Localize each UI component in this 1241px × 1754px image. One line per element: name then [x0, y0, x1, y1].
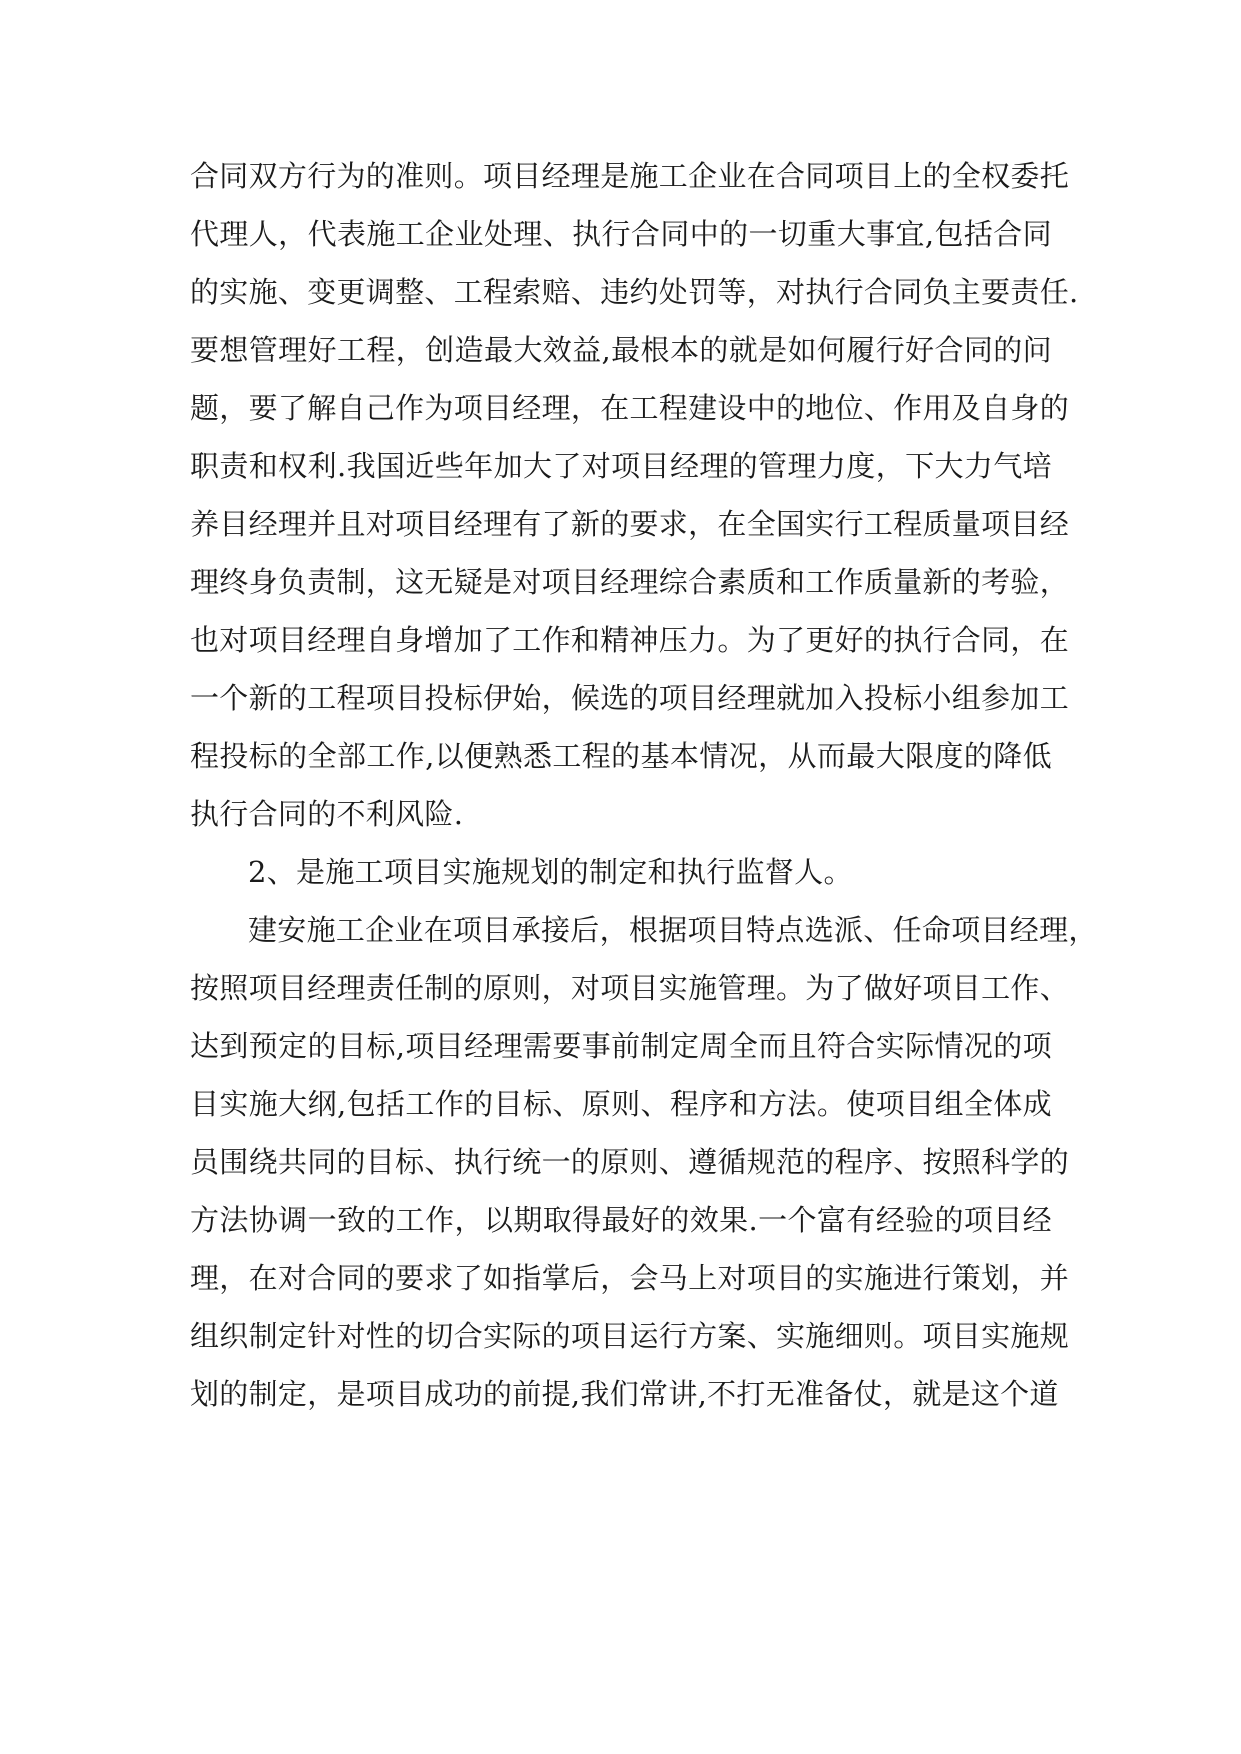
text-line-16: 达到预定的目标,项目经理需要事前制定周全而且符合实际情况的项: [190, 1029, 1052, 1063]
section-heading: 2、是施工项目实施规划的制定和执行监督人。: [248, 855, 853, 889]
text-line-6: 职责和权利.我国近些年加大了对项目经理的管理力度，下大力气培: [190, 449, 1052, 483]
text-line-10: 一个新的工程项目投标伊始，候选的项目经理就加入投标小组参加工: [190, 681, 1070, 715]
text-line-2: 代理人，代表施工企业处理、执行合同中的一切重大事宜,包括合同: [190, 217, 1052, 251]
text-line-18: 员围绕共同的目标、执行统一的原则、遵循规范的程序、按照科学的: [190, 1145, 1070, 1179]
text-line-14: 建安施工企业在项目承接后，根据项目特点选派、任命项目经理，: [248, 913, 1098, 947]
text-line-22: 划的制定，是项目成功的前提,我们常讲,不打无准备仗，就是这个道: [190, 1377, 1059, 1411]
text-line-21: 组织制定针对性的切合实际的项目运行方案、实施细则。项目实施规: [190, 1319, 1070, 1353]
text-line-19: 方法协调一致的工作，以期取得最好的效果.一个富有经验的项目经: [190, 1203, 1052, 1237]
text-line-7: 养目经理并且对项目经理有了新的要求，在全国实行工程质量项目经: [190, 507, 1070, 541]
text-line-20: 理，在对合同的要求了如指掌后，会马上对项目的实施进行策划，并: [190, 1261, 1070, 1295]
text-line-15: 按照项目经理责任制的原则，对项目实施管理。为了做好项目工作、: [190, 971, 1070, 1005]
text-line-4: 要想管理好工程，创造最大效益,最根本的就是如何履行好合同的问: [190, 333, 1052, 367]
text-line-9: 也对项目经理自身增加了工作和精神压力。为了更好的执行合同，在: [190, 623, 1070, 657]
text-line-5: 题，要了解自己作为项目经理，在工程建设中的地位、作用及自身的: [190, 391, 1070, 425]
text-line-11: 程投标的全部工作,以便熟悉工程的基本情况，从而最大限度的降低: [190, 739, 1052, 773]
text-line-8: 理终身负责制，这无疑是对项目经理综合素质和工作质量新的考验，: [190, 565, 1070, 599]
text-line-3: 的实施、变更调整、工程索赔、违约处罚等，对执行合同负主要责任.: [190, 275, 1079, 309]
text-line-12: 执行合同的不利风险.: [190, 797, 464, 831]
text-line-17: 目实施大纲,包括工作的目标、原则、程序和方法。使项目组全体成: [190, 1087, 1052, 1121]
text-line-1: 合同双方行为的准则。项目经理是施工企业在合同项目上的全权委托: [190, 159, 1070, 193]
